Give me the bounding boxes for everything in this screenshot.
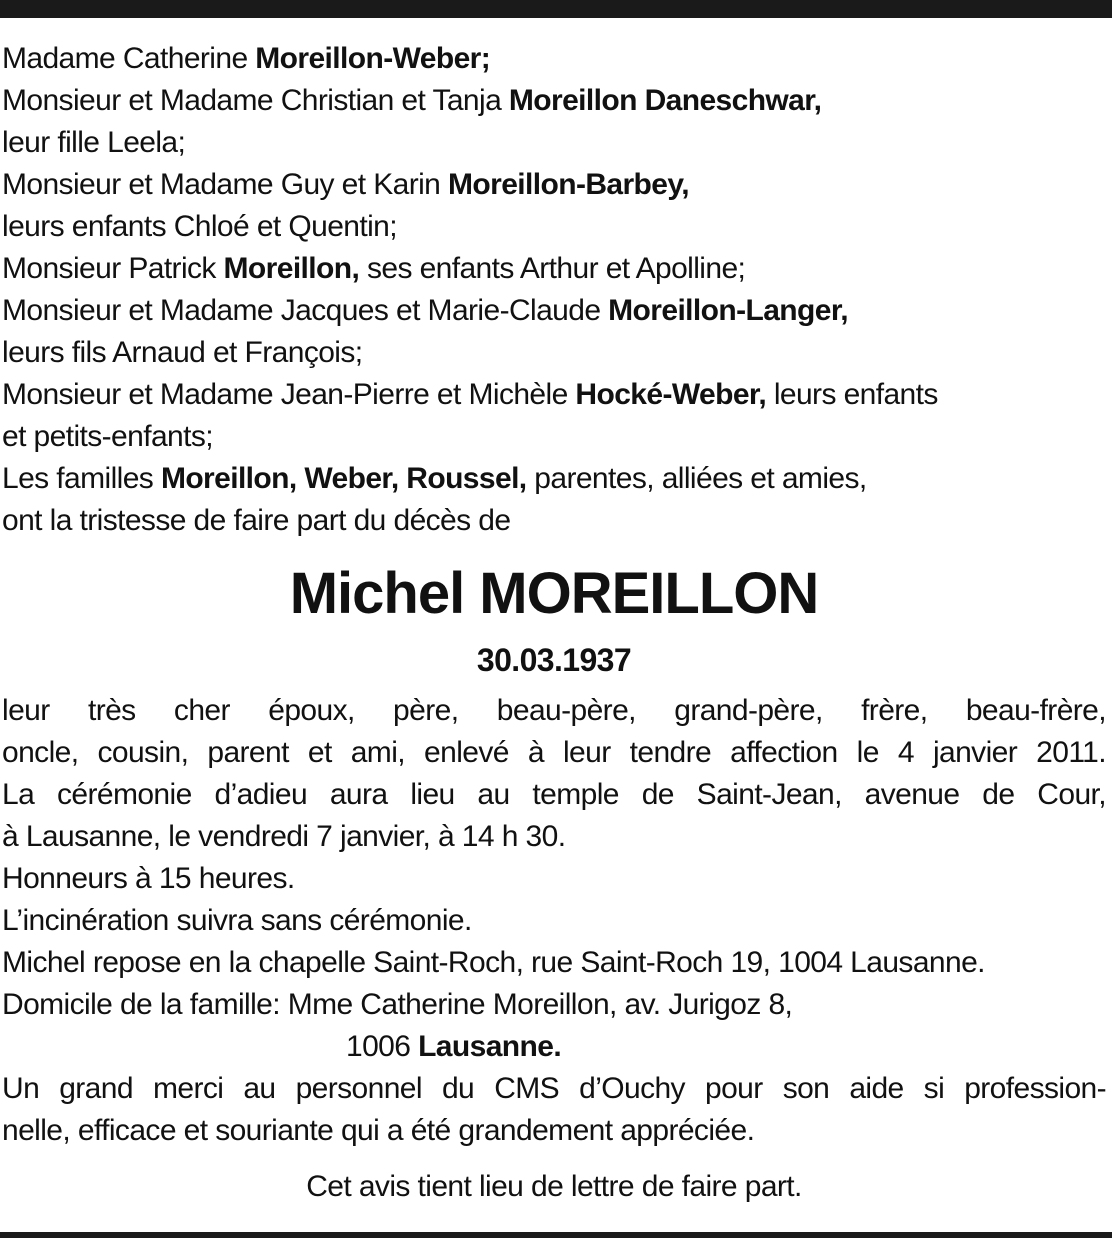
body-line: oncle, cousin, parent et ami, enlevé à leur tendre affection le 4 janvier 2011. xyxy=(2,736,1106,769)
birth-date: 30.03.1937 xyxy=(476,642,632,678)
body-line: La cérémonie d’adieu aura lieu au temple de Saint-Jean, avenue de Cour, xyxy=(2,778,1106,811)
family-line: Monsieur et Madame Jacques et Marie-Claude Moreillon-Langer, xyxy=(2,294,848,327)
family-line: Monsieur et Madame Jean-Pierre et Michèle Hocké-Weber, leurs enfants xyxy=(2,378,938,411)
obituary-notice xyxy=(2,38,1106,1208)
body-line: leur très cher époux, père, beau-père, grand-père, frère, beau-frère, xyxy=(2,694,1106,727)
family-line: Monsieur Patrick Moreillon, ses enfants Arthur et Apolline; xyxy=(2,252,746,285)
body-line: à Lausanne, le vendredi 7 janvier, à 14 h 30. xyxy=(2,820,566,853)
family-line: ont la tristesse de faire part du décès de xyxy=(2,504,511,537)
family-line: et petits-enfants; xyxy=(2,420,213,453)
family-line: leur fille Leela; xyxy=(2,126,186,159)
closing-note: Cet avis tient lieu de lettre de faire part. xyxy=(306,1170,802,1203)
family-line: leurs enfants Chloé et Quentin; xyxy=(2,210,397,243)
deceased-name: Michel MOREILLON xyxy=(289,561,819,626)
body-line: Michel repose en la chapelle Saint-Roch, rue Saint-Roch 19, 1004 Lausanne. xyxy=(2,946,985,979)
family-line: Les familles Moreillon, Weber, Roussel, parentes, alliées et amies, xyxy=(2,462,867,495)
body-line: L’incinération suivra sans cérémonie. xyxy=(2,904,472,937)
body-line: nelle, efficace et souriante qui a été grandement appréciée. xyxy=(2,1114,755,1147)
family-line: Madame Catherine Moreillon-Weber; xyxy=(2,42,491,75)
bottom-rule xyxy=(0,1232,1112,1238)
body-line: 1006 Lausanne. xyxy=(346,1030,562,1063)
family-list xyxy=(2,38,1106,542)
body-line: Honneurs à 15 heures. xyxy=(2,862,295,895)
notice-body xyxy=(2,690,1106,1152)
top-rule xyxy=(0,0,1112,18)
family-line: Monsieur et Madame Christian et Tanja Moreillon Daneschwar, xyxy=(2,84,822,117)
family-line: Monsieur et Madame Guy et Karin Moreillon-Barbey, xyxy=(2,168,689,201)
body-line: Domicile de la famille: Mme Catherine Moreillon, av. Jurigoz 8, xyxy=(2,988,793,1021)
family-line: leurs fils Arnaud et François; xyxy=(2,336,363,369)
body-line: Un grand merci au personnel du CMS d’Ouchy pour son aide si profession- xyxy=(2,1072,1106,1105)
